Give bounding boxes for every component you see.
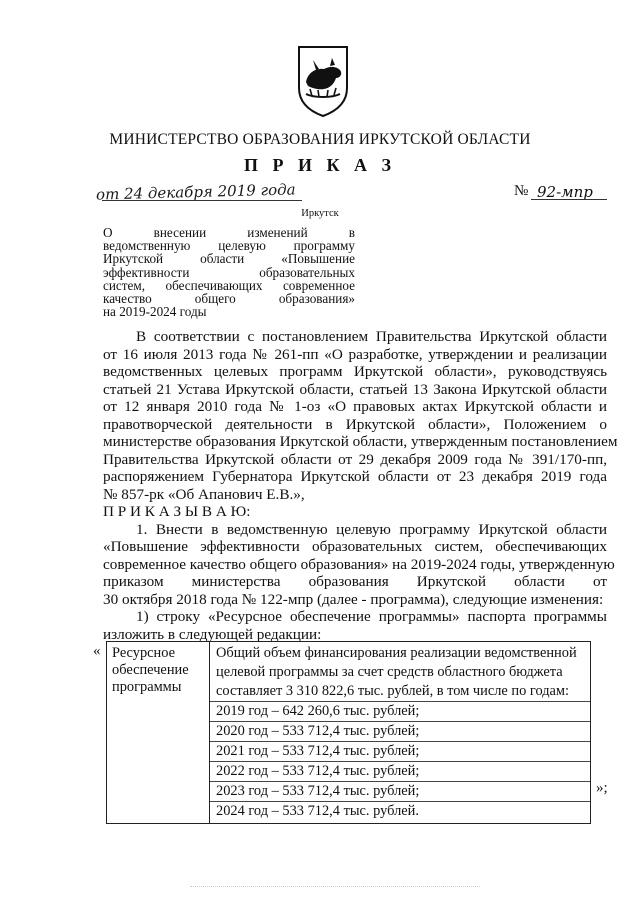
ministry-name: МИНИСТЕРСТВО ОБРАЗОВАНИЯ ИРКУТСКОЙ ОБЛАСТИ bbox=[109, 131, 531, 148]
irkutsk-coat-of-arms-icon bbox=[296, 44, 350, 118]
order-number-label: № bbox=[514, 183, 529, 199]
body-line: № 857-рк «Об Апанович Е.В.», bbox=[103, 485, 305, 503]
year-row: 2020 год – 533 712,4 тыс. рублей; bbox=[210, 722, 590, 742]
body-line: 1) строку «Ресурсное обеспечение программы» паспорта программы bbox=[136, 608, 607, 625]
table-row bbox=[107, 642, 591, 824]
subject-line: ведомственную целевую программу bbox=[103, 238, 355, 254]
resource-text-line: Общий объем финансирования реализации ведомственной bbox=[216, 645, 577, 661]
subject-line: О внесении изменений в bbox=[103, 225, 355, 240]
resource-text-line: составляет 3 310 822,6 тыс. рублей, в том числе по годам: bbox=[210, 682, 590, 702]
table-quote-open: « bbox=[93, 643, 101, 659]
body-line: от 16 июля 2013 года № 261-пп «О разработке, утверждении и реализации bbox=[103, 345, 607, 363]
year-row: 2019 год – 642 260,6 тыс. рублей; bbox=[210, 702, 590, 722]
resource-table bbox=[106, 641, 591, 824]
city-name: Иркутск bbox=[301, 208, 339, 219]
body-line: «Повышение эффективности образовательных систем, обеспечивающих bbox=[103, 538, 607, 555]
resource-value-cell bbox=[210, 642, 591, 824]
order-number-handwritten: 92-мпр bbox=[537, 183, 593, 201]
table-quote-close: »; bbox=[596, 780, 608, 796]
year-row: 2024 год – 533 712,4 тыс. рублей. bbox=[216, 803, 419, 819]
resource-label-cell: Ресурсное обеспечение программы bbox=[107, 642, 210, 824]
year-row: 2021 год – 533 712,4 тыс. рублей; bbox=[210, 742, 590, 762]
body-line: министерстве образования Иркутской области, утвержденным постановлением bbox=[103, 433, 618, 450]
subject-line: систем, обеспечивающих современное bbox=[103, 277, 355, 293]
year-row: 2022 год – 533 712,4 тыс. рублей; bbox=[210, 762, 590, 782]
body-line: В соответствии с постановлением Правительства Иркутской области bbox=[136, 328, 607, 345]
order-body bbox=[103, 328, 618, 643]
body-line: современное качество общего образования» на 2019-2024 годы, утвержденную bbox=[103, 555, 615, 573]
order-title: П Р И К А З bbox=[243, 155, 397, 175]
body-line: Правительства Иркутской области от 29 декабря 2009 года № 391/170-пп, bbox=[103, 450, 607, 468]
subject-line: качество общего образования» bbox=[103, 291, 355, 307]
resource-text-line: целевой программы за счет средств областного бюджета bbox=[216, 664, 563, 680]
body-line: ведомственных целевых программ Иркутской области», руководствуясь bbox=[103, 363, 607, 380]
year-row: 2023 год – 533 712,4 тыс. рублей; bbox=[210, 782, 590, 802]
body-line: правотворческой деятельности в Иркутской области», Положением о bbox=[103, 415, 607, 433]
subject-line: Иркутской области «Повышение bbox=[103, 251, 355, 267]
date-underline bbox=[102, 200, 302, 201]
order-subject bbox=[103, 226, 355, 318]
body-line: от 12 января 2010 года № 1-оз «О правовых актах Иркутской области и bbox=[103, 398, 607, 415]
subject-line: на 2019-2024 годы bbox=[103, 304, 207, 320]
number-underline bbox=[531, 199, 607, 200]
body-line: 30 октября 2018 года № 122-мпр (далее - программа), следующие изменения: bbox=[103, 590, 604, 608]
body-line: изложить в следующей редакции: bbox=[103, 625, 322, 643]
body-line: распоряжением Губернатора Иркутской области от 23 декабря 2019 года bbox=[103, 468, 607, 485]
subject-line: эффективности образовательных bbox=[103, 264, 355, 280]
body-line: приказом министерства образования Иркутской области от bbox=[103, 573, 607, 590]
order-date-handwritten: от 24 декабря 2019 года bbox=[95, 180, 296, 204]
body-line: статьей 21 Устава Иркутской области, статьей 13 Закона Иркутской области bbox=[103, 380, 607, 398]
body-line: 1. Внести в ведомственную целевую программу Иркутской области bbox=[136, 520, 607, 538]
scan-artifact bbox=[190, 880, 480, 887]
prikazyvayu-heading: П Р И К А З Ы В А Ю: bbox=[103, 503, 251, 520]
